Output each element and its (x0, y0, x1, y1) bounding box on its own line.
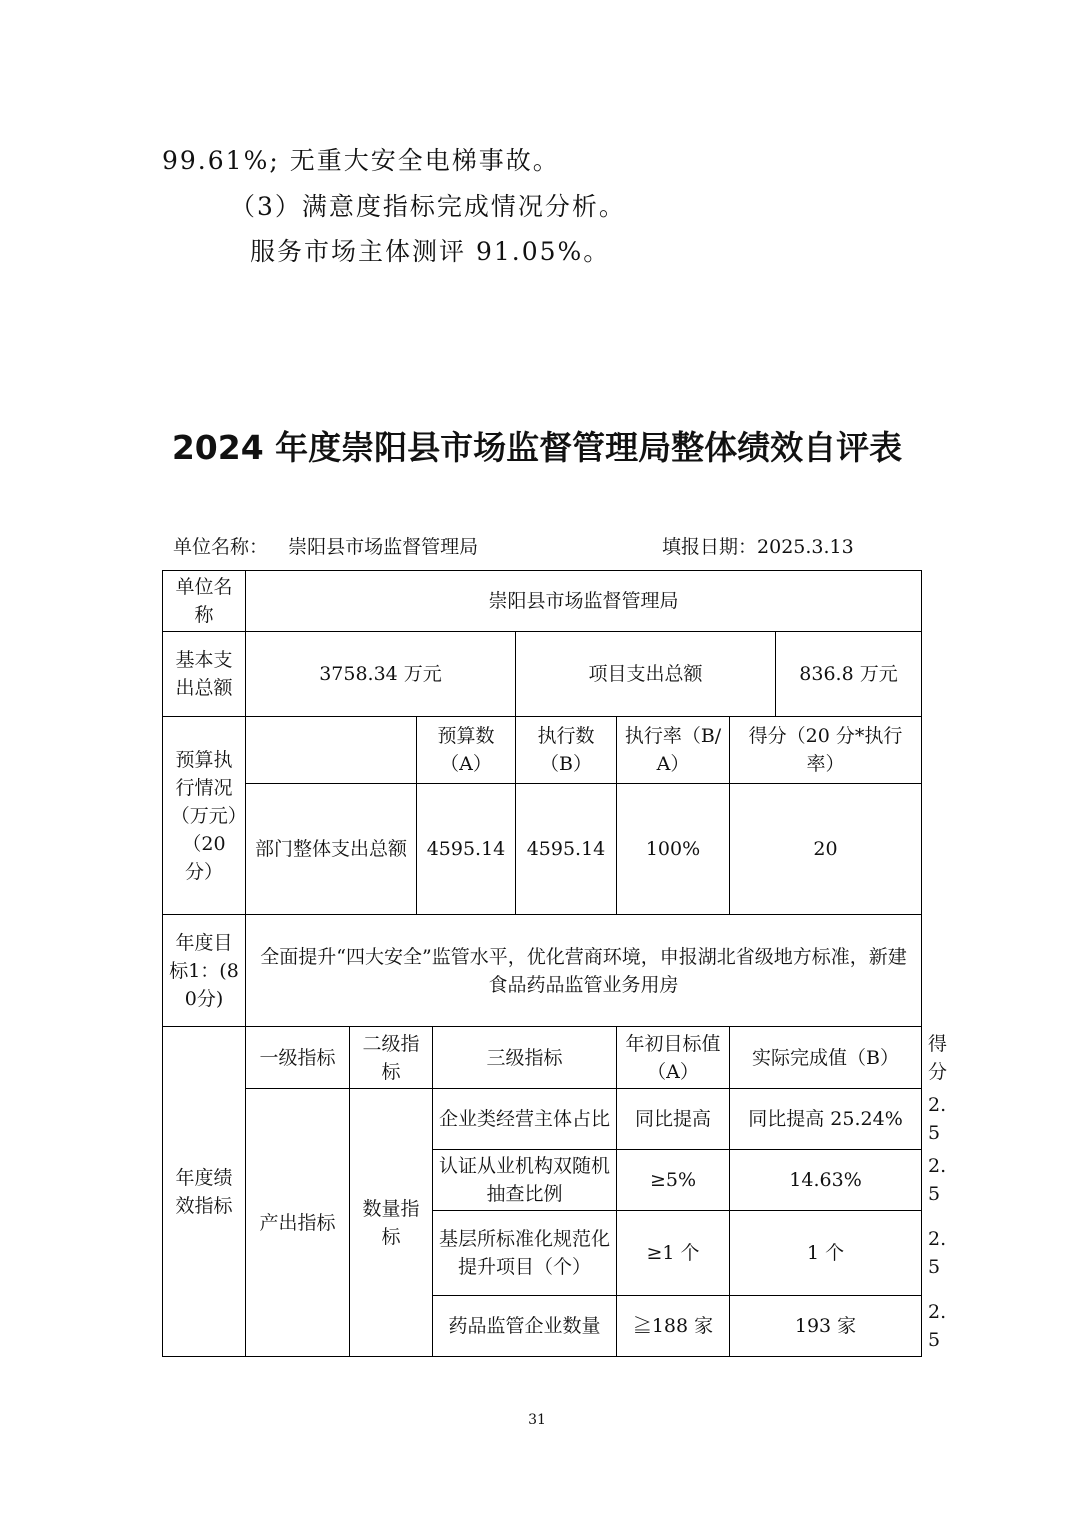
indicator-name: 基层所标准化规范化提升项目（个） (433, 1211, 617, 1296)
annual-goal-header: 年度目标1：(80分) (163, 915, 246, 1027)
table-row: 产出指标 数量指标 企业类经营主体占比 同比提高 同比提高 25.24% 2.5 (163, 1089, 922, 1150)
unit-name-header: 单位名称 (163, 571, 246, 632)
budget-row-b: 4595.14 (516, 784, 617, 915)
page-title: 2024 年度崇阳县市场监督管理局整体绩效自评表 (171, 428, 903, 467)
unit-name-line (173, 532, 478, 559)
indicator-target: ≥1 个 (617, 1211, 730, 1296)
unit-name-value: 崇阳县市场监督管理局 (288, 536, 479, 558)
fill-date-label: 填报日期： (662, 536, 758, 558)
table-row: 年度绩效指标 一级指标 二级指标 三级指标 年初目标值（A） 实际完成值（B） 得分 (163, 1027, 922, 1089)
table-row (163, 571, 922, 632)
project-expense-value: 836.8 万元 (776, 632, 922, 717)
budget-score-header: 得分（20 分*执行率） (730, 717, 922, 784)
empty-cell (246, 717, 417, 784)
intro-line-3: 服务市场主体测评 91.05%。 (250, 237, 611, 266)
fill-date-value: 2025.3.13 (757, 536, 854, 558)
budget-b-header: 执行数（B） (516, 717, 617, 784)
level2-value: 数量指标 (350, 1089, 433, 1357)
indicator-actual: 1 个 (730, 1211, 922, 1296)
execution-rate-header: 执行率（B/A） (617, 717, 730, 784)
performance-indicators-header: 年度绩效指标 (163, 1027, 246, 1357)
budget-a-header: 预算数（A） (417, 717, 516, 784)
table-row: 认证从业机构双随机抽查比例 ≥5% 14.63% 2.5 (163, 1150, 922, 1211)
indicator-name: 药品监管企业数量 (433, 1296, 617, 1357)
actual-header: 实际完成值（B） (730, 1027, 922, 1089)
indicator-name: 认证从业机构双随机抽查比例 (433, 1150, 617, 1211)
basic-expense-header: 基本支出总额 (163, 632, 246, 717)
budget-execution-header: 预算执行情况（万元）（20 分） (163, 717, 246, 915)
table-row (163, 915, 922, 1027)
indicator-name: 企业类经营主体占比 (433, 1089, 617, 1150)
table-row (163, 784, 922, 915)
indicator-actual: 14.63% (730, 1150, 922, 1211)
budget-row-name: 部门整体支出总额 (246, 784, 417, 915)
indicator-target: ≥5% (617, 1150, 730, 1211)
indicator-target: 同比提高 (617, 1089, 730, 1150)
table-row (163, 632, 922, 717)
budget-row-score: 20 (730, 784, 922, 915)
indicator-target: ≧188 家 (617, 1296, 730, 1357)
budget-row-rate: 100% (617, 784, 730, 915)
level1-header: 一级指标 (246, 1027, 350, 1089)
fill-date-line (662, 532, 854, 559)
annual-goal-text: 全面提升“四大安全”监管水平，优化营商环境，申报湖北省级地方标准，新建食品药品监管业务用房 (246, 915, 922, 1027)
level3-header: 三级指标 (433, 1027, 617, 1089)
level2-header: 二级指标 (350, 1027, 433, 1089)
basic-expense-value: 3758.34 万元 (246, 632, 516, 717)
intro-line-1: 99.61%; 无重大安全电梯事故。 (162, 146, 560, 175)
table-row (163, 717, 922, 784)
project-expense-header: 项目支出总额 (516, 632, 776, 717)
level1-value: 产出指标 (246, 1089, 350, 1357)
table-row: 基层所标准化规范化提升项目（个） ≥1 个 1 个 2.5 (163, 1211, 922, 1296)
performance-table (162, 570, 948, 1357)
page-number: 31 (528, 1412, 546, 1428)
target-header: 年初目标值（A） (617, 1027, 730, 1089)
indicator-actual: 193 家 (730, 1296, 922, 1357)
budget-row-a: 4595.14 (417, 784, 516, 915)
intro-line-2: （3）满意度指标完成情况分析。 (230, 192, 626, 221)
unit-name-cell: 崇阳县市场监督管理局 (246, 571, 922, 632)
indicator-actual: 同比提高 25.24% (730, 1089, 922, 1150)
unit-name-label: 单位名称： (173, 536, 269, 558)
table-row: 药品监管企业数量 ≧188 家 193 家 2.5 (163, 1296, 922, 1357)
